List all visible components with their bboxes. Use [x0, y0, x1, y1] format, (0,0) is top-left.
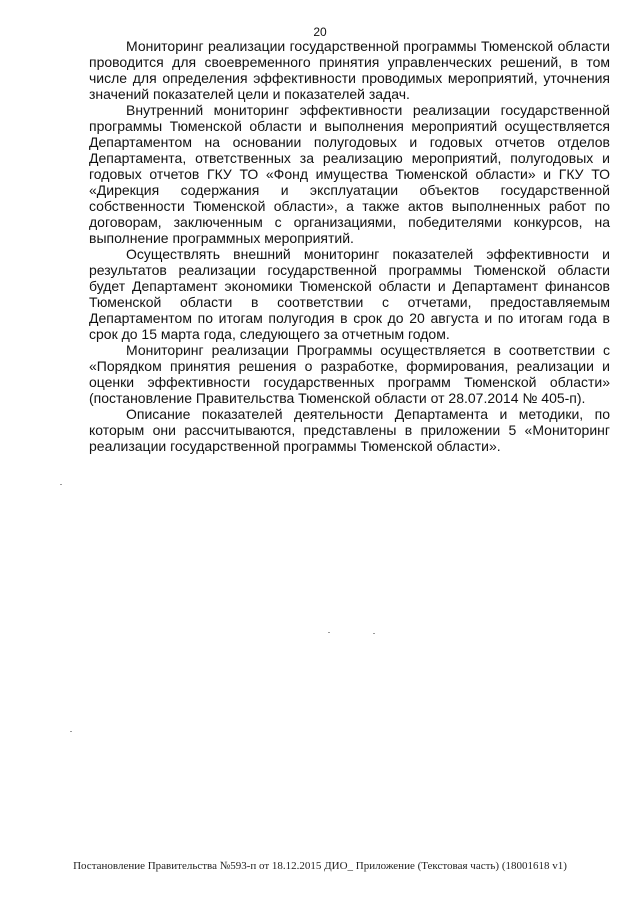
paragraph-internal-monitoring: Внутренний мониторинг эффективности реализации государственной программы Тюменской области и выполнения мероприятий осуществляется Департаментом на основании полугодовых и годовых отчетов отделов Департамента, ответственных за реализацию мероприятий, полугодовых и годовых отчетов ГКУ ТО «Фонд имущества Тюменской области» и ГКУ ТО «Дирекция содержания и эксплуатации объектов государственной собственности Тюменской области», а также актов выполненных работ по договорам, заключенным с организациями, победителями конкурсов, на выполнение программных мероприятий.	[89, 102, 610, 246]
paragraph-monitoring-purpose: Мониторинг реализации государственной программы Тюменской области проводится для своевременного принятия управленческих решений, в том числе для определения эффективности проводимых мероприятий, уточнения значений показателей цели и показателей задач.	[89, 38, 610, 102]
scan-speck	[373, 633, 375, 634]
paragraph-indicators-description: Описание показателей деятельности Департамента и методики, по которым они рассчитываются, представлены в приложении 5 «Мониторинг реализации государственной программы Тюменской области».	[89, 406, 610, 454]
page-number: 20	[313, 25, 327, 39]
scan-speck	[328, 632, 330, 633]
document-footer: Постановление Правительства №593-п от 18.12.2015 ДИО_ Приложение (Текстовая часть) (18001618 v1)	[73, 860, 567, 872]
paragraph-external-monitoring: Осуществлять внешний мониторинг показателей эффективности и результатов реализации государственной программы Тюменской области будет Департамент экономики Тюменской области и Департамент финансов Тюменской области в соответствии с отчетами, предоставляемым Департаментом по итогам полугодия в срок до 20 августа и по итогам года в срок до 15 марта года, следующего за отчетным годом.	[89, 246, 610, 342]
document-body	[89, 38, 610, 454]
paragraph-monitoring-procedure: Мониторинг реализации Программы осуществляется в соответствии с «Порядком принятия решения о разработке, формирования, реализации и оценки эффективности государственных программ Тюменской области» (постановление Правительства Тюменской области от 28.07.2014 № 405-п).	[89, 342, 610, 406]
scan-speck	[60, 484, 62, 485]
scan-speck	[70, 731, 72, 732]
